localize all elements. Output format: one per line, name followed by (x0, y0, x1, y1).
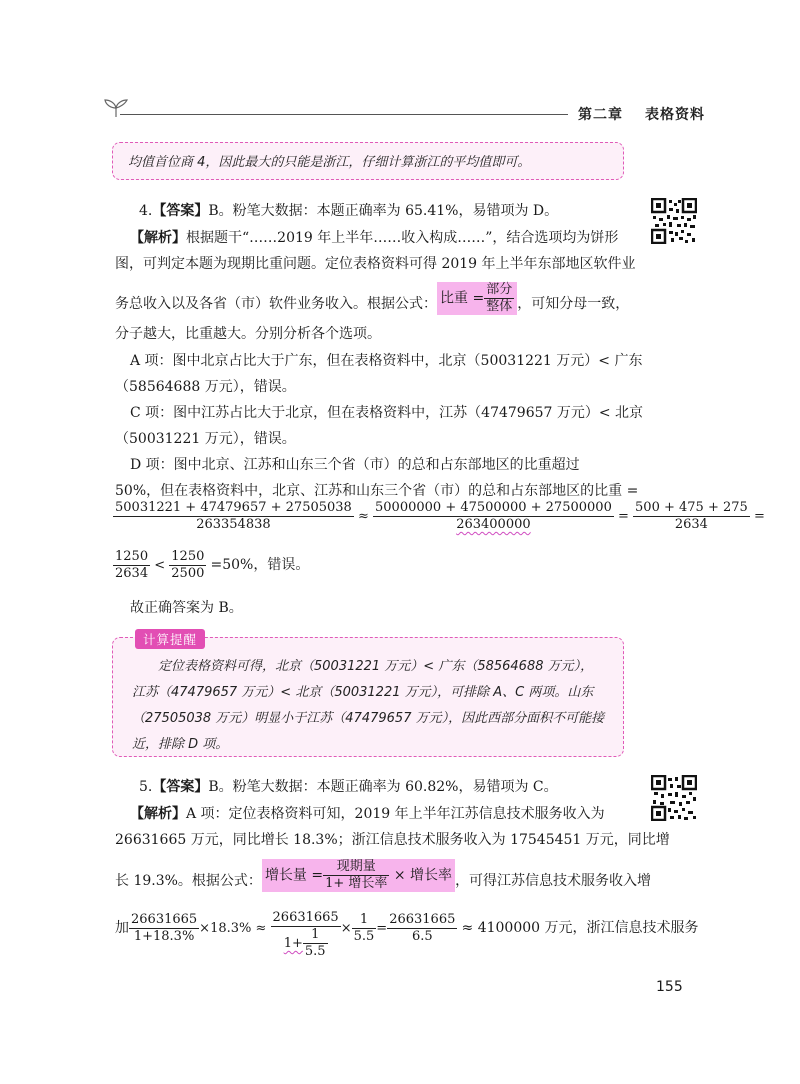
calc-tip-line-3: （27505038 万元）明显小于江苏（47479657 万元），因此西部分面积不可能接 (132, 711, 605, 726)
q4-answer-label: 【答案】 (152, 203, 209, 219)
option-a-line-1: A 项：图中北京占比大于广东，但在表格资料中，北京（50031221 万元）< 广东 (130, 353, 643, 369)
q4-analysis-line-1: 【解析】根据题干“……2019 年上半年……收入构成……”，结合选项均为饼形 (130, 230, 619, 246)
q4-analysis-line-3: 务总收入以及各省（市）软件业务收入。根据公式： 比重 = $\frac{\text{部分}}{\text{整体}}$ ，可知分母一致， (115, 281, 630, 314)
q4-analysis-line-2: 图，可判定本题为现期比重问题。定位表格资料可得 2019 年上半年东部地区软件业 (115, 256, 636, 272)
growth-fraction-4: $\frac{26631665}{6.5}$ (389, 912, 456, 944)
q5-answer-label: 【答案】 (152, 779, 209, 795)
sprout-icon (103, 98, 129, 118)
page-number: 155 (656, 979, 683, 995)
q5-answer-line: 5.【答案】B。粉笔大数据：本题正确率为 60.82%，易错项为 C。 (139, 779, 558, 795)
growth-fraction-1: $\frac{26631665}{1+18.3\%}$ (131, 912, 198, 944)
calc-tip-label: 计算提醒 (135, 629, 205, 649)
chapter-title: 表格资料 (645, 107, 705, 123)
q5-analysis-label: 【解析】 (130, 806, 186, 822)
calc-tip-line-2: 江苏（47479657 万元）< 北京（50031221 万元），可排除 A、C 两项。山东 (132, 685, 594, 700)
fraction-4: $\frac{1250}{2634}$ (115, 549, 149, 581)
ratio-formula: 比重 = $\frac{\text{部分}}{\text{整体}}$ (437, 282, 517, 315)
option-d-line-1: D 项：图中北京、江苏和山东三个省（市）的总和占东部地区的比重超过 (130, 457, 580, 473)
chapter-number: 第二章 (578, 107, 623, 123)
calc-tip-line-1: 定位表格资料可得，北京（50031221 万元）< 广东（58564688 万元）， (158, 659, 594, 674)
fraction-2: $\frac{50000000 + 47500000 + 27500000}{263400000}$ (375, 500, 612, 532)
ratio-comparison: $\frac{1250}{2634}$ < $\frac{1250}{2500}$ =50%，错误。 (115, 549, 310, 581)
q5-analysis-line-1: 【解析】A 项：定位表格资料可知，2019 年上半年江苏信息技术服务收入为 (130, 806, 605, 822)
ratio-calculation: $\frac{50031221 + 47479657 + 27505038}{263354838}$ ≈ $\frac{50000000 + 47500000 + 27500000}{263400000}$ = $\frac{500 + 475 + 275}{2634}$ = (115, 500, 765, 532)
chapter-header (578, 104, 705, 124)
fraction-1: $\frac{50031221 + 47479657 + 27505038}{263354838}$ (115, 500, 352, 532)
q4-analysis-label: 【解析】 (130, 230, 186, 246)
q4-analysis-line-4: 分子越大，比重越大。分别分析各个选项。 (115, 326, 381, 342)
growth-fraction-2: 26631665 1+ $\frac{1}{5.5}$ (272, 910, 339, 959)
header-rule (120, 114, 568, 115)
qr-code-icon (651, 198, 697, 244)
growth-formula: 增长量 = $\frac{\text{现期量}}{\text{1+ 增长率}}$ × 增长率 (262, 859, 455, 892)
q5-analysis-line-2: 26631665 万元，同比增长 18.3%；浙江信息技术服务收入为 17545451 万元，同比增 (115, 832, 670, 848)
fraction-5: $\frac{1250}{2500}$ (171, 549, 205, 581)
option-c-line-2: （50031221 万元），错误。 (115, 431, 296, 447)
option-a-line-2: （58564688 万元），错误。 (115, 379, 296, 395)
top-tip-text: 均值首位商 4，因此最大的只能是浙江，仔细计算浙江的平均值即可。 (128, 155, 531, 170)
q4-conclusion: 故正确答案为 B。 (130, 600, 243, 616)
calc-tip-line-4: 近，排除 D 项。 (132, 737, 229, 752)
q5-analysis-line-3: 长 19.3%。根据公式： 增长量 = $\frac{\text{现期量}}{\text{1+ 增长率}}$ × 增长率 ，可得江苏信息技术服务收入增 (115, 858, 652, 891)
growth-fraction-3: $\frac{1}{5.5}$ (353, 912, 375, 944)
growth-calculation: 加 $\frac{26631665}{1+18.3\%}$ ×18.3% ≈ 26631665 1+ $\frac{1}{5.5}$ × $\frac{1}{5.5}$ = $\frac{26631665}{6.5}$ ≈ 4100000 万元，浙江信息技术服务 (115, 910, 699, 959)
q4-answer-line: 4.【答案】B。粉笔大数据：本题正确率为 65.41%，易错项为 D。 (139, 203, 559, 219)
option-c-line-1: C 项：图中江苏占比大于北京，但在表格资料中，江苏（47479657 万元）< 北京 (130, 405, 644, 421)
qr-code-icon (651, 775, 697, 821)
fraction-3: $\frac{500 + 475 + 275}{2634}$ (635, 500, 748, 532)
option-d-line-2: 50%，但在表格资料中，北京、江苏和山东三个省（市）的总和占东部地区的比重 = (115, 483, 639, 499)
